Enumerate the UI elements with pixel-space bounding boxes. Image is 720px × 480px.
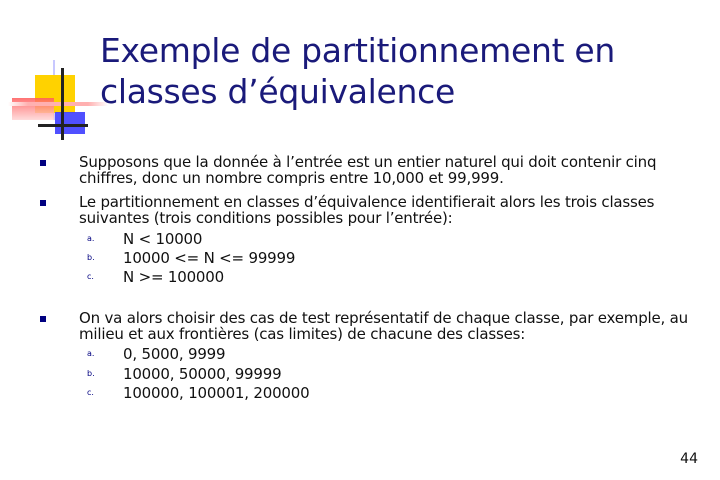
bullet-square-icon	[40, 160, 46, 166]
list-marker: b.	[87, 253, 95, 262]
page-number: 44	[680, 451, 698, 467]
slide-title: Exemple de partitionnement en classes d’équivalence	[100, 31, 616, 111]
bullet-square-icon	[40, 316, 46, 322]
logo-pink-line	[8, 102, 108, 106]
list-marker: c.	[87, 388, 94, 397]
list-item: 100000, 100001, 200000	[123, 384, 310, 402]
list-item: 10000, 50000, 99999	[123, 365, 282, 383]
list-item: N >= 100000	[123, 268, 224, 286]
bullet-square-icon	[40, 200, 46, 206]
logo-vertical-line	[61, 68, 64, 140]
bullet-text: Le partitionnement en classes d’équivalence identifierait alors les trois classes suivantes (trois conditions possibles pour l’entrée):	[79, 193, 655, 227]
corner-logo-decoration	[8, 60, 108, 140]
list-marker: b.	[87, 369, 95, 378]
bullet-text: Supposons que la donnée à l’entrée est un entier naturel qui doit contenir cinq chiffres, donc un nombre compris entre 10,000 et 99,999.	[79, 153, 657, 187]
list-item: 0, 5000, 9999	[123, 345, 226, 363]
logo-horizontal-line	[38, 124, 88, 127]
list-item: N < 10000	[123, 230, 203, 248]
logo-blue-square	[55, 112, 85, 134]
list-marker: a.	[87, 349, 95, 358]
bullet-text: On va alors choisir des cas de test représentatif de chaque classe, par exemple, au milieu et aux frontières (cas limites) de chacune des classes:	[79, 309, 688, 343]
list-item: 10000 <= N <= 99999	[123, 249, 296, 267]
list-marker: c.	[87, 272, 94, 281]
list-marker: a.	[87, 234, 95, 243]
